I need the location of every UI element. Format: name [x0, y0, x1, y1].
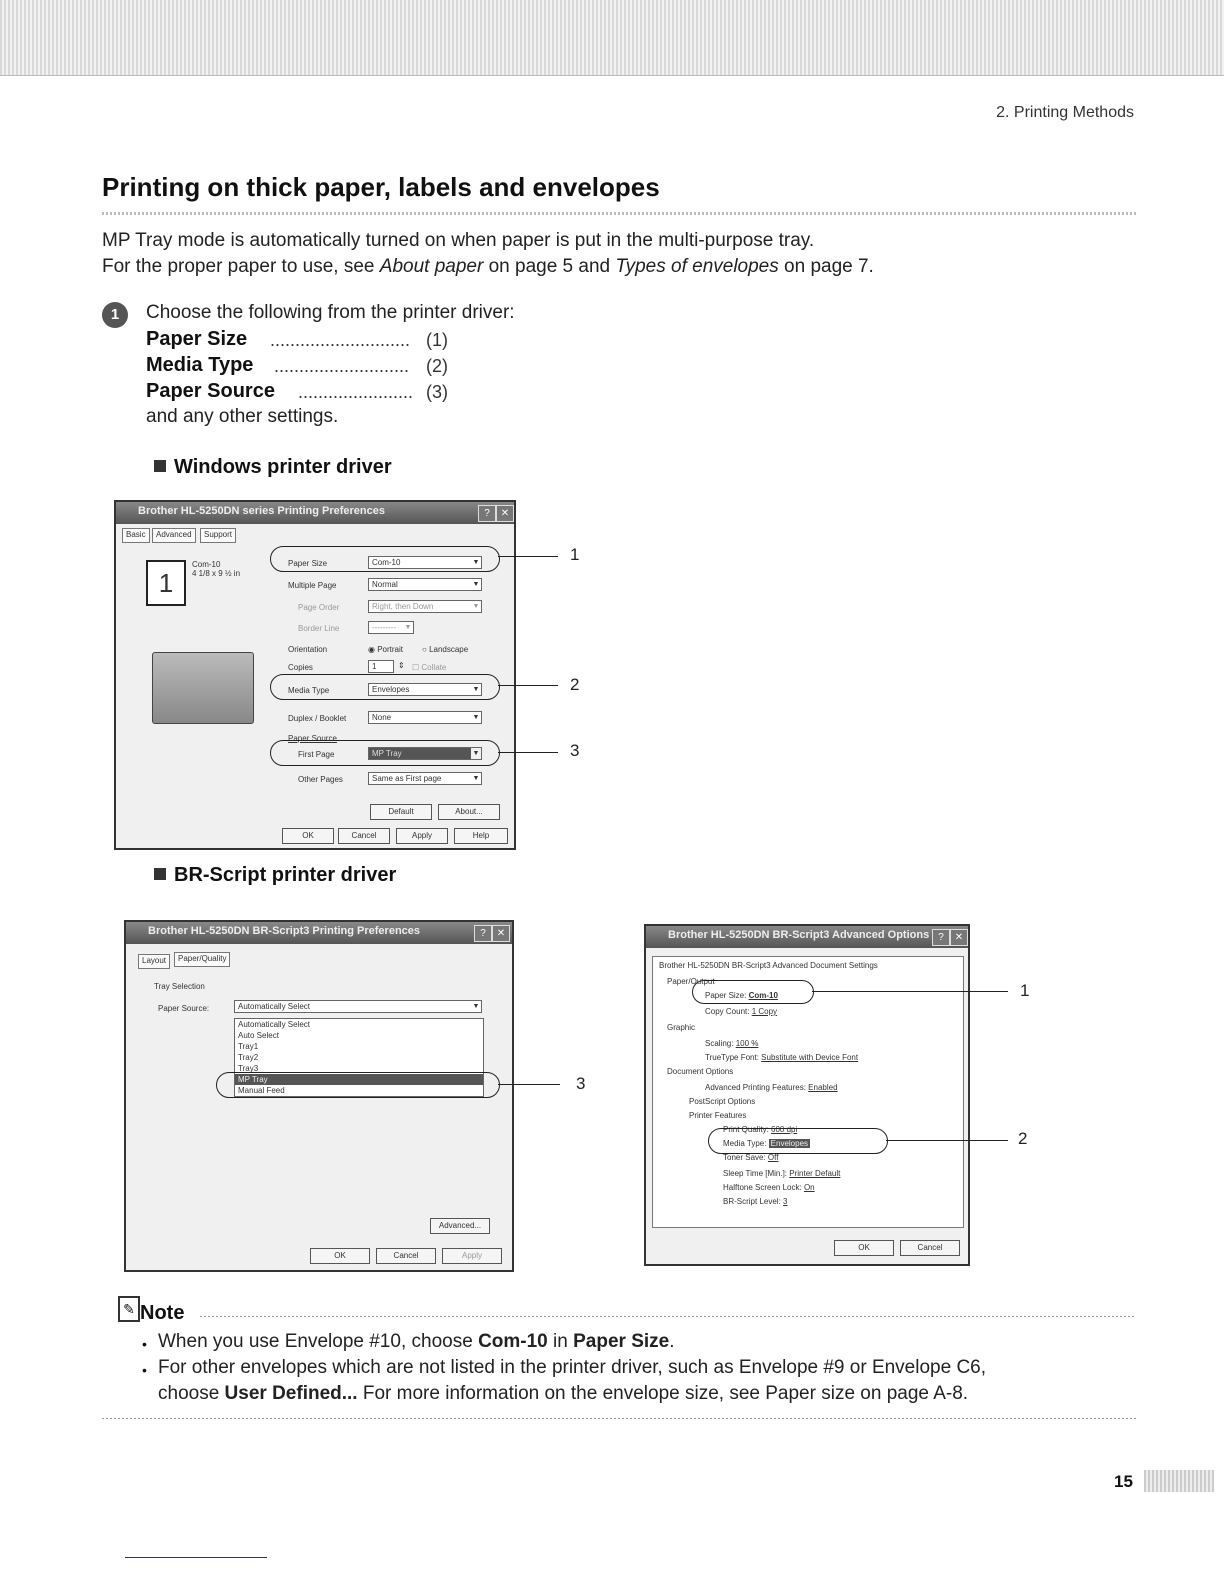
title-divider [102, 212, 1136, 215]
help-button[interactable]: Help [454, 828, 508, 844]
option-automatically-select[interactable]: Automatically Select [238, 1020, 311, 1029]
border-line-label: Border Line [298, 624, 340, 633]
callout-oval-mp-tray [216, 1072, 500, 1098]
close-icon[interactable]: ✕ [950, 929, 968, 946]
setting-paper-size-ref: (1) [426, 330, 448, 350]
page-preview-number: 1 [146, 560, 186, 606]
tree-adv-printing[interactable]: Advanced Printing Features: Enabled [705, 1083, 838, 1092]
step-tail: and any other settings. [146, 406, 339, 427]
callout-line-3b [498, 1084, 560, 1085]
orientation-label: Orientation [288, 645, 328, 654]
chevron-down-icon: ▼ [472, 686, 480, 693]
setting-paper-source-ref: (3) [426, 382, 448, 402]
brscript-driver-heading: BR-Script printer driver [154, 864, 396, 887]
callout-oval-media-type [270, 674, 500, 700]
setting-media-type: Media Type [146, 354, 254, 376]
note-item-2-line-1: For other envelopes which are not listed in the printer driver, such as Envelope #9 or Envelope C6, [158, 1357, 987, 1378]
advanced-button[interactable]: Advanced... [430, 1218, 490, 1234]
tab-paper-quality[interactable]: Paper/Quality [174, 952, 230, 967]
note-title: Note [140, 1302, 185, 1324]
tree-scaling[interactable]: Scaling: 100 % [705, 1039, 759, 1048]
callout-number-3b: 3 [576, 1074, 586, 1093]
collate-checkbox[interactable]: ☐ Collate [412, 663, 447, 672]
border-line-select[interactable]: --------- ▼ [368, 621, 414, 634]
setting-paper-source-dots: ....................... [298, 382, 414, 402]
chevron-down-icon: ▼ [472, 581, 480, 588]
help-icon[interactable]: ? [474, 925, 492, 942]
option-tray1[interactable]: Tray1 [238, 1042, 259, 1051]
types-of-envelopes-link[interactable]: Types of envelopes [615, 256, 779, 277]
callout-line-3 [498, 752, 558, 753]
ok-button[interactable]: OK [282, 828, 334, 844]
chevron-down-icon: ▼ [472, 750, 480, 757]
default-button[interactable]: Default [370, 804, 432, 820]
chevron-down-icon: ▼ [472, 714, 480, 721]
intro-text-c: on page 7. [778, 256, 874, 277]
close-icon[interactable]: ✕ [492, 925, 510, 942]
tree-printer-features[interactable]: Printer Features [689, 1111, 747, 1120]
page-order-label: Page Order [298, 603, 340, 612]
callout-oval-adv-paper-size [692, 980, 814, 1004]
tree-graphic[interactable]: Graphic [667, 1023, 696, 1032]
other-pages-select[interactable]: Same as First page ▼ [368, 772, 482, 785]
option-mp-tray[interactable]: MP Tray [235, 1074, 483, 1085]
cancel-button[interactable]: Cancel [338, 828, 390, 844]
dialog-titlebar: Brother HL-5250DN series Printing Preferences [116, 502, 514, 524]
setting-media-type-dots: ........................... [274, 356, 410, 376]
paper-size-select[interactable]: Com-10 ▼ [368, 556, 482, 569]
tree-document-options[interactable]: Document Options [667, 1067, 734, 1076]
tree-root[interactable]: Brother HL-5250DN BR-Script3 Advanced Document Settings [659, 961, 878, 970]
setting-paper-size-dots: ............................ [270, 330, 411, 350]
callout-number-adv-1: 1 [1020, 981, 1030, 1000]
tree-sleep-time[interactable]: Sleep Time [Min.]: Printer Default [723, 1169, 841, 1178]
apply-button[interactable]: Apply [442, 1248, 502, 1264]
chevron-down-icon: ▼ [472, 775, 480, 782]
cancel-button[interactable]: Cancel [376, 1248, 436, 1264]
landscape-radio[interactable]: ○ Landscape [422, 645, 469, 654]
dialog-titlebar: Brother HL-5250DN BR-Script3 Printing Preferences [126, 922, 512, 944]
duplex-label: Duplex / Booklet [288, 714, 347, 723]
apply-button[interactable]: Apply [396, 828, 448, 844]
intro-line-2 [102, 256, 874, 278]
callout-line-2 [498, 685, 558, 686]
tab-advanced[interactable]: Advanced [152, 528, 196, 543]
callout-oval-paper-source [270, 740, 500, 766]
footer-rule [125, 1557, 267, 1558]
page-number-band [1144, 1470, 1214, 1492]
callout-number-1: 1 [570, 545, 580, 564]
square-bullet-icon [154, 868, 166, 880]
ok-button[interactable]: OK [834, 1240, 894, 1256]
tree-paper-size[interactable]: Paper Size: Com-10 [705, 991, 778, 1000]
tab-support[interactable]: Support [200, 528, 236, 543]
copies-label: Copies [288, 663, 313, 672]
first-page-label: First Page [298, 750, 335, 759]
tree-toner-save[interactable]: Toner Save: Off [723, 1153, 779, 1162]
tree-media-type[interactable]: Media Type: Envelopes [723, 1139, 809, 1148]
paper-source-select[interactable]: Automatically Select ▼ [234, 1000, 482, 1013]
callout-number-2: 2 [570, 675, 580, 694]
tree-truetype[interactable]: TrueType Font: Substitute with Device Font [705, 1053, 859, 1062]
tree-copy-count[interactable]: Copy Count: 1 Copy [705, 1007, 778, 1016]
note-divider [200, 1316, 1136, 1317]
about-button[interactable]: About... [438, 804, 500, 820]
note-pencil-icon: ✎ [118, 1296, 140, 1322]
duplex-select[interactable]: None ▼ [368, 711, 482, 724]
chapter-header: 2. Printing Methods [996, 104, 1134, 121]
cancel-button[interactable]: Cancel [900, 1240, 960, 1256]
media-type-select[interactable]: Envelopes ▼ [368, 683, 482, 696]
tray-selection-group: Tray Selection [154, 982, 205, 991]
step-number-badge: 1 [102, 302, 128, 328]
media-type-label: Media Type [288, 686, 330, 695]
option-tray2[interactable]: Tray2 [238, 1053, 259, 1062]
about-paper-link[interactable]: About paper [379, 256, 484, 277]
paper-source-group-label: Paper Source [288, 734, 337, 743]
paper-size-label: Paper Size [288, 559, 328, 568]
dialog-titlebar: Brother HL-5250DN BR-Script3 Advanced Options [646, 926, 968, 948]
callout-oval-paper-size [270, 546, 500, 572]
other-pages-label: Other Pages [298, 775, 343, 784]
printer-image [152, 652, 254, 724]
setting-paper-size: Paper Size [146, 328, 248, 350]
intro-text-b: on page 5 and [483, 256, 616, 277]
chevron-down-icon: ▼ [404, 624, 412, 631]
tree-print-quality[interactable]: Print Quality: 600 dpi [723, 1125, 798, 1134]
windows-driver-heading: Windows printer driver [154, 456, 392, 479]
note-item-1: When you use Envelope #10, choose Com-10 in Paper Size. [158, 1331, 675, 1352]
preview-paper-name: Com-10 [192, 560, 221, 569]
tree-paper-output[interactable]: Paper/Output [667, 977, 715, 986]
square-bullet-icon [154, 460, 166, 472]
page-title: Printing on thick paper, labels and envelopes [102, 172, 660, 202]
option-tray3[interactable]: Tray3 [238, 1064, 259, 1073]
callout-number-adv-2: 2 [1018, 1129, 1028, 1148]
callout-number-3: 3 [570, 741, 580, 760]
ok-button[interactable]: OK [310, 1248, 370, 1264]
page-order-select[interactable]: Right, then Down ▼ [368, 600, 482, 613]
advanced-options-dialog [644, 924, 970, 1266]
first-page-select[interactable]: MP Tray ▼ [368, 747, 482, 760]
chevron-down-icon: ▼ [472, 603, 480, 610]
bullet-icon: • [142, 1336, 147, 1352]
intro-text-a: For the proper paper to use, see [102, 256, 380, 277]
multiple-page-select[interactable]: Normal ▼ [368, 578, 482, 591]
callout-line-adv-1 [812, 991, 1008, 992]
multiple-page-label: Multiple Page [288, 581, 337, 590]
step-text: Choose the following from the printer driver: [146, 302, 515, 323]
tree-postscript[interactable]: PostScript Options [689, 1097, 756, 1106]
callout-line-adv-2 [886, 1140, 1008, 1141]
note-bottom-divider [102, 1418, 1136, 1419]
tab-basic[interactable]: Basic [122, 528, 150, 543]
page-number: 15 [1114, 1472, 1133, 1491]
tab-layout[interactable]: Layout [138, 954, 170, 969]
paper-source-label: Paper Source: [158, 1004, 210, 1013]
copies-stepper[interactable]: 1 [368, 660, 394, 673]
help-icon[interactable]: ? [478, 505, 496, 522]
preview-paper-size: 4 1/8 x 9 ½ in [192, 569, 241, 578]
copies-spin-icon[interactable]: ⇕ [398, 661, 405, 670]
callout-oval-adv-media-type [708, 1128, 888, 1154]
portrait-radio[interactable]: ◉ Portrait [368, 645, 403, 654]
callout-line-1 [498, 556, 558, 557]
setting-media-type-ref: (2) [426, 356, 448, 376]
close-icon[interactable]: ✕ [496, 505, 514, 522]
chevron-down-icon: ▼ [472, 1003, 480, 1010]
option-auto-select[interactable]: Auto Select [238, 1031, 279, 1040]
chevron-down-icon: ▼ [472, 559, 480, 566]
note-item-2-line-2: choose User Defined... For more information on the envelope size, see Paper size on page A-8. [158, 1383, 969, 1404]
tree-brscript-level[interactable]: BR-Script Level: 3 [723, 1197, 788, 1206]
header-band [0, 0, 1224, 76]
bullet-icon: • [142, 1362, 147, 1378]
tree-halftone[interactable]: Halftone Screen Lock: On [723, 1183, 815, 1192]
setting-paper-source: Paper Source [146, 380, 275, 402]
help-icon[interactable]: ? [932, 929, 950, 946]
intro-line-1: MP Tray mode is automatically turned on when paper is put in the multi-purpose tray. [102, 230, 815, 251]
option-manual-feed[interactable]: Manual Feed [238, 1086, 285, 1095]
